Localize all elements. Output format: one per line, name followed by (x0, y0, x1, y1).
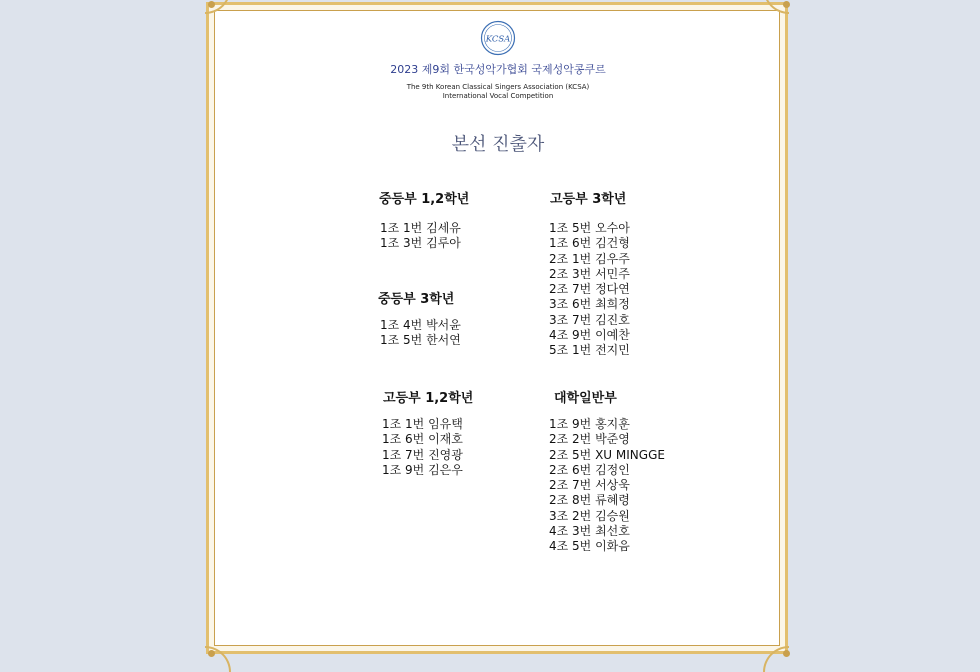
kcsa-logo (480, 20, 516, 56)
list-item: 5조 1번 전지민 (549, 343, 630, 358)
entry-list-middle-12 (380, 221, 461, 252)
list-item: 1조 5번 한서연 (380, 333, 461, 348)
list-item: 1조 4번 박서윤 (380, 318, 461, 332)
list-item: 1조 9번 홍지훈 (549, 417, 630, 431)
list-item: 2조 7번 서상욱 (549, 478, 630, 493)
list-item: 4조 5번 이화음 (549, 539, 630, 554)
competition-title: 2023 제9회 한국성악가협회 국제성악콩쿠르 (390, 63, 606, 76)
list-item: 3조 7번 김진호 (549, 312, 630, 327)
list-item: 1조 7번 진영광 (382, 447, 463, 462)
entry-list-high-3 (549, 221, 630, 359)
list-item: 1조 9번 김은우 (382, 462, 463, 477)
entry-list-university (549, 417, 665, 555)
list-item: 3조 6번 최희정 (549, 297, 630, 312)
group-title-university: 대학일반부 (554, 391, 617, 406)
competition-title-english-line1: The 9th Korean Classical Singers Association (KCSA) (406, 83, 590, 91)
entry-list-middle-3 (380, 318, 461, 349)
list-item: 1조 6번 이재호 (382, 432, 463, 447)
list-item: 3조 2번 김승원 (549, 508, 630, 523)
competition-title-english (300, 83, 696, 101)
list-item: 1조 5번 오수아 (549, 221, 630, 235)
group-title-middle-3: 중등부 3학년 (378, 292, 455, 307)
list-item: 2조 7번 정다연 (549, 282, 630, 297)
list-item: 2조 1번 김우주 (549, 251, 630, 266)
list-item: 2조 8번 류혜령 (549, 493, 630, 508)
list-item: 1조 6번 김건형 (549, 236, 630, 251)
list-item: 2조 3번 서민주 (549, 266, 630, 281)
group-title-middle-12: 중등부 1,2학년 (379, 192, 470, 207)
group-title-high-12: 고등부 1,2학년 (383, 391, 474, 406)
list-item: 1조 3번 김루아 (380, 236, 461, 251)
list-item: 1조 1번 김세유 (380, 221, 461, 235)
page-title: 본선 진출자 (451, 134, 545, 155)
list-item: 4조 3번 최선호 (549, 524, 630, 539)
list-item: 4조 9번 이예찬 (549, 328, 630, 343)
list-item: 1조 1번 임유택 (382, 417, 463, 431)
list-item: 2조 6번 김정인 (549, 462, 630, 477)
entry-list-high-12 (382, 417, 463, 478)
group-title-high-3: 고등부 3학년 (550, 192, 627, 207)
certificate-inner-frame (214, 10, 780, 646)
svg-text:KCSA: KCSA (485, 34, 511, 45)
list-item: 2조 5번 XU MINGGE (549, 447, 665, 462)
competition-title-english-line2: International Vocal Competition (442, 92, 554, 100)
list-item: 2조 2번 박준영 (549, 432, 630, 447)
